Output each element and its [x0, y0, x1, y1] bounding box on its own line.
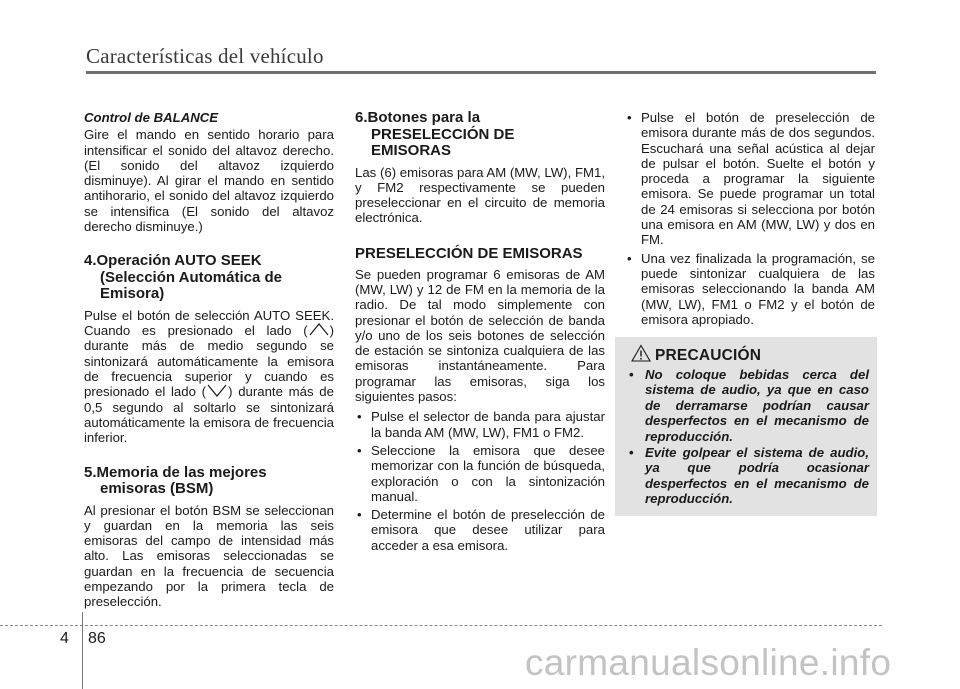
caution-box: [615, 337, 877, 516]
bullet-icon: •: [629, 367, 634, 382]
column-right: [625, 110, 875, 330]
list-item-text: Pulse el botón de preselección de emisora durante más de dos segundos. Escuchará una señal acústica al dejar de pulsar el botón. Suelte el botón y proceda a programar la siguiente emisora. Se puede programar un total de 24 emisoras si selecciona por botón una emisora en AM (MW, LW) y dos en FM.: [641, 110, 875, 248]
preselection-paragraph: Se pueden programar 6 emisoras de AM (MW, LW) y 12 de FM en la memoria de la radio. De tal modo simplemente con presionar el botón de selección de banda y/o uno de los seis botones de selección de estación se sintoniza cualquiera de las emisoras instantáneamente. Para programar las emisoras, siga los siguientes pasos:: [355, 266, 605, 405]
header-rule: [86, 71, 876, 74]
preset-buttons-heading: [355, 110, 605, 160]
auto-seek-paragraph: [84, 308, 334, 446]
list-item: [627, 367, 869, 444]
footer-divider: [82, 612, 83, 689]
bullet-icon: •: [627, 110, 632, 125]
bsm-paragraph: Al presionar el botón BSM se seleccionan y guardan en la memoria las seis emisoras del campo de intensidad más alto. Las emisoras seleccionadas se guardan en la frecuencia de secuencia empezando por la primera tecla de preselección.: [84, 502, 334, 610]
auto-seek-heading-line1: 4.Operación AUTO SEEK: [84, 252, 262, 270]
list-item-text: Determine el botón de preselección de emisora que desee utilizar para acceder a esa emisora.: [371, 507, 605, 553]
list-item-text: Una vez finalizada la programación, se puede sintonizar cualquiera de las emisoras seleccionando la banda AM (MW, LW), FM1 o FM2 y el botón de emisora apropiado.: [641, 250, 875, 327]
list-item: [625, 251, 875, 327]
preselection-steps: [355, 409, 605, 553]
caution-item-text: No coloque bebidas cerca del sistema de audio, ya que en caso de derramarse podrían causar desperfectos en el mecanismo de reproducción.: [645, 367, 869, 444]
preset-heading-line3: EMISORAS: [371, 142, 452, 159]
preselection-heading: PRESELECCIÓN DE EMISORAS: [355, 244, 583, 262]
chapter-number: 4: [60, 630, 69, 647]
bullet-icon: •: [357, 442, 362, 458]
caution-title: PRECAUCIÓN: [655, 346, 762, 364]
bsm-heading: [84, 465, 334, 498]
seek-down-icon: [206, 384, 228, 397]
list-item: [355, 443, 605, 504]
list-item-text: Pulse el selector de banda para ajustar la banda AM (MW, LW), FM1 o FM2.: [371, 409, 605, 440]
preset-heading-line2: PRESELECCIÓN DE: [371, 125, 515, 143]
bullet-icon: •: [357, 409, 362, 425]
auto-seek-text-c: ) durante más de 0,5 segundo al soltarlo se sintonizará automáticamente la emisora de frecuencia inferior.: [84, 384, 334, 446]
preselection-steps-continued: [625, 110, 875, 327]
bullet-icon: •: [629, 445, 634, 461]
list-item-text: Seleccione la emisora que desee memorizar con la función de búsqueda, exploración o con la sintonización manual.: [371, 442, 605, 504]
auto-seek-heading-line2: (Selección Automática de: [100, 268, 282, 286]
seek-up-icon: [308, 323, 330, 336]
bullet-icon: •: [357, 507, 362, 523]
auto-seek-text-b: ) durante más de medio segundo se sintonizará automáticamente la emisora de frecuencia superior y cuando es presionado el lado (: [84, 323, 334, 400]
preset-heading-line1: 6.Botones para la: [355, 109, 481, 126]
auto-seek-heading-line3: Emisora): [100, 285, 165, 303]
watermark-text: carmanualsonline.info: [525, 642, 892, 683]
column-middle: [355, 110, 605, 556]
list-item: [355, 507, 605, 553]
bsm-heading-line2: emisoras (BSM): [100, 480, 214, 498]
list-item: [355, 409, 605, 440]
column-left: [84, 110, 334, 610]
list-item: [625, 110, 875, 248]
warning-triangle-icon: [631, 344, 651, 367]
auto-seek-heading: [84, 253, 334, 303]
footer-dashed-line: [0, 625, 882, 626]
preset-paragraph: Las (6) emisoras para AM (MW, LW), FM1, y FM2 respectivamente se pueden preseleccionar en el circuito de memoria electrónica.: [355, 164, 605, 226]
balance-paragraph: Gire el mando en sentido horario para intensificar el sonido del altavoz derecho. (El sonido del altavoz izquierdo disminuye). Al girar el mando en sentido antihorario, el sonido del altavoz izquierdo se intensifica (El sonido del altavoz derecho disminuye.): [84, 127, 334, 235]
bullet-icon: •: [627, 250, 632, 266]
bsm-heading-line1: 5.Memoria de las mejores: [84, 463, 267, 481]
list-item: [627, 445, 869, 507]
page-number: 86: [88, 630, 106, 647]
auto-seek-text-a: Pulse el botón de selección AUTO SEEK. Cuando es presionado el lado (: [84, 307, 334, 339]
page-header-title: Características del vehículo: [86, 44, 324, 68]
caution-header: [631, 344, 761, 367]
caution-list: [627, 367, 869, 508]
caution-item-text: Evite golpear el sistema de audio, ya que podría ocasionar desperfectos en el mecanismo de reproducción.: [645, 445, 869, 507]
balance-subheading: Control de BALANCE: [84, 110, 219, 125]
